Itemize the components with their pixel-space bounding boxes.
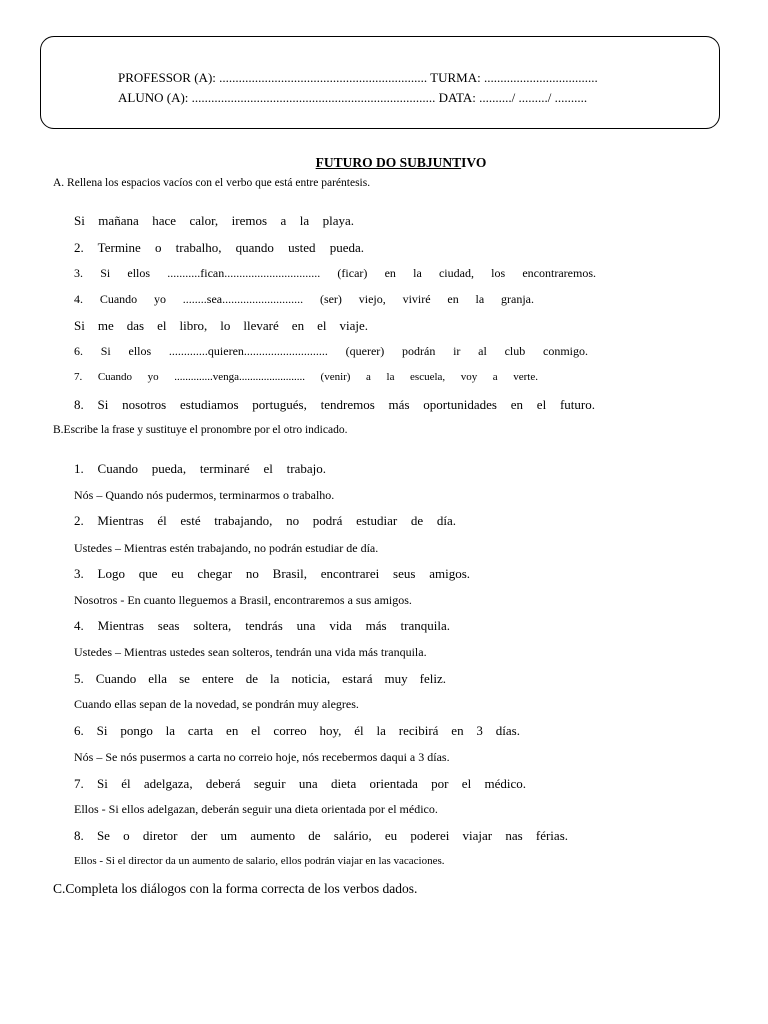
professor-turma-line: PROFESSOR (A): ................................................................ TURMA: ................................... <box>118 70 598 85</box>
exercise-b-question: 2. Mientras él esté trabajando, no podrá estudiar de día. <box>74 513 456 528</box>
exercise-a-item: 4. Cuando yo ........sea........................... (ser) viejo, viviré en la granja. <box>74 292 534 306</box>
exercise-b-question: 7. Si él adelgaza, deberá seguir una dieta orientada por el médico. <box>74 776 526 791</box>
exercise-a-item: 7. Cuando yo ..............venga........................ (venir) a la escuela, voy a verte. <box>74 371 538 383</box>
exercise-b-question: 3. Logo que eu chegar no Brasil, encontrarei seus amigos. <box>74 566 470 581</box>
section-c-instruction: C.Completa los diálogos con la forma correcta de los verbos dados. <box>53 881 418 896</box>
exercise-b-answer: Ustedes – Mientras ustedes sean solteros, tendrán una vida más tranquila. <box>74 645 427 659</box>
exercise-a-item: 3. Si ellos ...........fican................................ (ficar) en la ciudad, los encontraremos. <box>74 266 596 280</box>
page-title <box>0 155 768 171</box>
exercise-b-answer: Nós – Quando nós pudermos, terminarmos o trabalho. <box>74 488 335 502</box>
exercise-a-item: Si mañana hace calor, iremos a la playa. <box>74 213 354 228</box>
title-underlined: FUTURO DO SUBJUNT <box>315 155 462 170</box>
exercise-a-item: Si me das el libro, lo llevaré en el viaje. <box>74 318 368 333</box>
title-rest: IVO <box>461 155 487 170</box>
aluno-data-line: ALUNO (A): ........................................................................... DATA: ........../ ........./ .......... <box>118 90 588 105</box>
exercise-b-answer: Nosotros - En cuanto lleguemos a Brasil, encontraremos a sus amigos. <box>74 593 412 607</box>
section-a-instruction: A. Rellena los espacios vacíos con el verbo que está entre paréntesis. <box>53 177 371 189</box>
exercise-a-item: 6. Si ellos .............quieren............................ (querer) podrán ir al club conmigo. <box>74 344 588 358</box>
exercise-b-question: 1. Cuando pueda, terminaré el trabajo. <box>74 461 326 476</box>
exercise-b-question: 8. Se o diretor der um aumento de salário, eu poderei viajar nas férias. <box>74 828 568 843</box>
exercise-b-answer: Cuando ellas sepan de la novedad, se pondrán muy alegres. <box>74 697 359 711</box>
exercise-a-item: 8. Si nosotros estudiamos portugués, tendremos más oportunidades en el futuro. <box>74 397 595 412</box>
exercise-b-answer: Ustedes – Mientras estén trabajando, no podrán estudiar de día. <box>74 541 379 555</box>
exercise-b-answer: Ellos - Si ellos adelgazan, deberán seguir una dieta orientada por el médico. <box>74 802 438 816</box>
exercise-b-answer: Ellos - Si el director da un aumento de salario, ellos podrán viajar en las vacaciones. <box>74 855 445 867</box>
exercise-b-question: 6. Si pongo la carta en el correo hoy, él la recibirá en 3 días. <box>74 723 520 738</box>
exercise-b-question: 4. Mientras seas soltera, tendrás una vida más tranquila. <box>74 618 450 633</box>
section-b-instruction: B.Escribe la frase y sustituye el pronombre por el otro indicado. <box>53 424 348 436</box>
exercise-b-answer: Nós – Se nós pusermos a carta no correio hoje, nós recebermos daqui a 3 días. <box>74 750 450 764</box>
exercise-a-item: 2. Termine o trabalho, quando usted pueda. <box>74 240 364 255</box>
exercise-b-question: 5. Cuando ella se entere de la noticia, estará muy feliz. <box>74 671 446 686</box>
